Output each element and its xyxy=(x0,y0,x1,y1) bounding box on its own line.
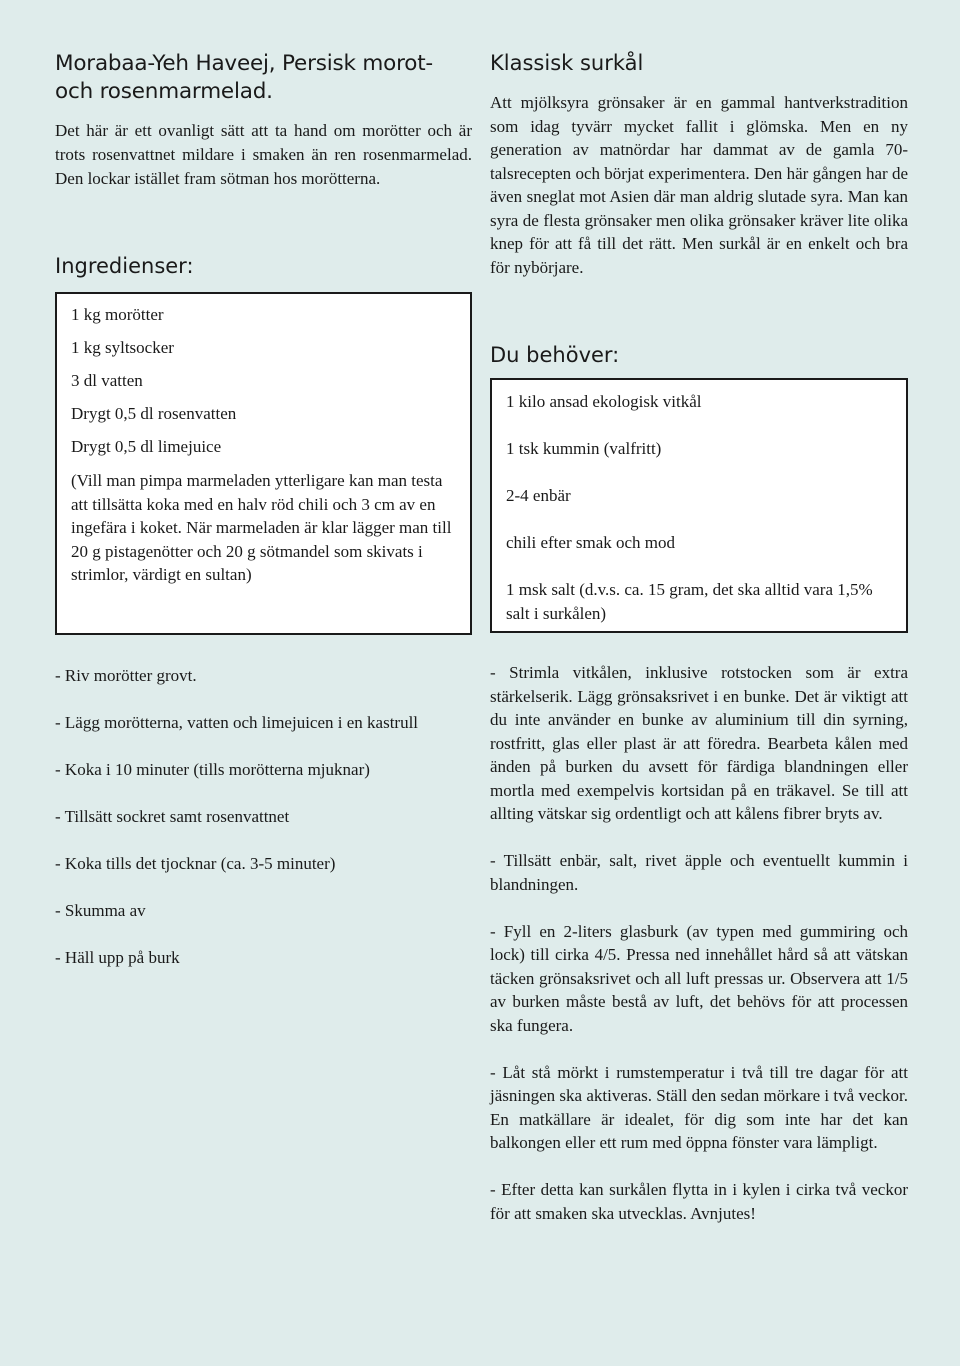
ingredients-heading: Ingredienser: xyxy=(55,254,194,278)
ingredients-box xyxy=(55,292,472,635)
ingredients-note: (Vill man pimpa marmeladen ytterligare kan man testa att tillsätta koka med en halv röd chili och 3 cm av en ingefära i koket. När marmeladen är klar lägger man till 20 g pistagenötter och 20 g sötmandel som skivats i strimlor, värdigt en sultan) xyxy=(71,471,452,584)
intro-marmalade: Det här är ett ovanligt sätt att ta hand om morötter och är trots rosenvattnet mildare i smaken än ren rosenmarmelad. Den lockar istället fram sötman hos morötterna. xyxy=(55,121,472,188)
step-item: - Lägg morötterna, vatten och limejuicen i en kastrull xyxy=(55,713,419,732)
title-line-2: och rosenmarmelad. xyxy=(55,79,273,104)
recipe-title-marmalade xyxy=(55,50,472,106)
step-item: - Tillsätt sockret samt rosenvattnet xyxy=(55,807,290,826)
step-item: - Fyll en 2-liters glasburk (av typen med gummiring och lock) till cirka 4/5. Pressa ned innehållet hård så att vätskan täcken grönsaksrivet och all luft pressas ur. Observera att 1/5 av burken måste bestå av luft, det behövs för att processen ska fungera. xyxy=(490,921,908,1035)
step-item: - Koka tills det tjocknar (ca. 3-5 minuter) xyxy=(55,854,336,873)
need-item: chili efter smak och mod xyxy=(506,533,676,552)
intro-sauerkraut: Att mjölksyra grönsaker är en gammal hantverkstradition som idag tyvärr mycket fallit i glömska. Men en ny generation av matnördar har dammat av de gamla 70-talsrecepten och börjat experimentera. Den här gången har de även sneglat mot Asien där man aldrig slutade syra. Man kan syra de flesta grönsaker men olika grönsaker kräver lite olika knep för att få till det rätt. Men surkål är en enkelt och bra för nybörjare. xyxy=(490,93,908,277)
ingredient-item: 1 kg syltsocker xyxy=(71,338,174,357)
step-item: - Häll upp på burk xyxy=(55,948,180,967)
step-item: - Strimla vitkålen, inklusive rotstocken som är extra stärkelserik. Lägg grönsaksrivet i en bunke. Det är viktigt att du inte använder en bunke av aluminium till din syrning, rostfritt, glas eller plast är att föredra. Bearbeta kålen med änden på burken du avsett för färdiga blandningen eller mortla med exempelvis kortsidan på en träkavel. Se till att allting vätskar sig ordentligt och att kålens fibrer bryts av. xyxy=(490,663,908,823)
ingredient-item: Drygt 0,5 dl rosenvatten xyxy=(71,404,237,423)
needs-box xyxy=(490,378,908,633)
step-item: - Koka i 10 minuter (tills morötterna mjuknar) xyxy=(55,760,370,779)
need-item: 2-4 enbär xyxy=(506,486,571,505)
needs-heading: Du behöver: xyxy=(490,343,620,367)
recipe-title-sauerkraut: Klassisk surkål xyxy=(490,51,644,75)
step-item: - Efter detta kan surkålen flytta in i kylen i cirka två veckor för att smaken ska utvecklas. Avnjutes! xyxy=(490,1180,908,1223)
ingredient-item: 1 kg morötter xyxy=(71,305,164,324)
sauerkraut-steps xyxy=(490,661,908,1249)
title-line-1: Morabaa-Yeh Haveej, Persisk morot- xyxy=(55,51,433,76)
step-item: - Tillsätt enbär, salt, rivet äpple och eventuellt kummin i blandningen. xyxy=(490,851,908,894)
step-item: - Skumma av xyxy=(55,901,146,920)
marmalade-steps xyxy=(55,664,472,993)
ingredient-item: Drygt 0,5 dl limejuice xyxy=(71,437,222,456)
step-item: - Låt stå mörkt i rumstemperatur i två till tre dagar för att jäsningen ska aktiveras. Ställ den sedan mörkare i två veckor. En matkällare är idealet, för dig som inte har det kan balkongen eller ett rum med öppna fönster vara lämpligt. xyxy=(490,1062,908,1152)
need-item: 1 msk salt (d.v.s. ca. 15 gram, det ska alltid vara 1,5% salt i surkålen) xyxy=(506,580,873,623)
step-item: - Riv morötter grovt. xyxy=(55,666,197,685)
ingredient-item: 3 dl vatten xyxy=(71,371,143,390)
need-item: 1 kilo ansad ekologisk vitkål xyxy=(506,392,702,411)
need-item: 1 tsk kummin (valfritt) xyxy=(506,439,662,458)
